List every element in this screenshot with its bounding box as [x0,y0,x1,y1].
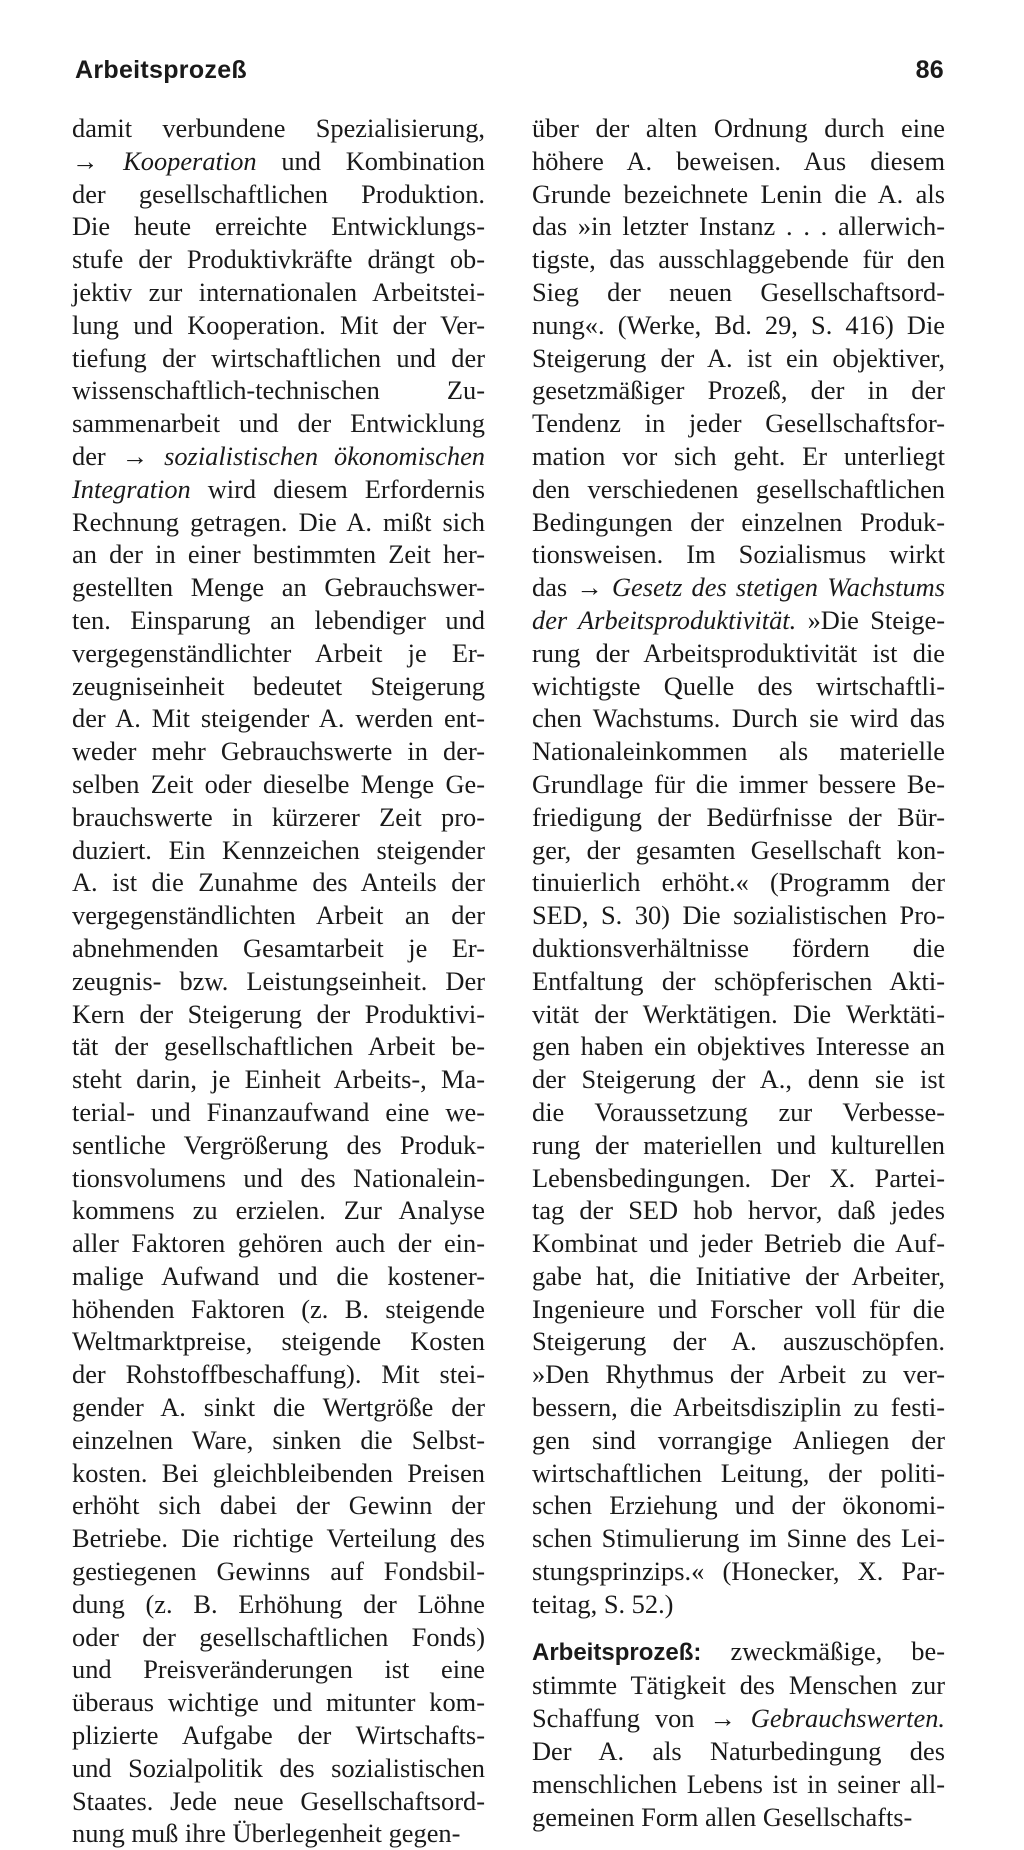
text-run: Grunde bezeichnete Lenin die A. als [532,178,945,209]
text-line [72,768,485,801]
text-run: tinuierlich erhöht.« (Programm der [532,867,945,898]
text-line [72,670,485,703]
text-line [72,1686,485,1719]
text-line [72,374,485,407]
text-line [532,1735,945,1768]
text-line [72,735,485,768]
text-run: sentliche Vergrößerung des Produk- [72,1129,485,1160]
text-run: rung der Arbeitsproduktivität ist die [532,637,945,668]
text-run: Tendenz in jeder Gesellschaftsfor- [532,408,945,439]
text-line [532,932,945,965]
text-run: aller Faktoren gehören auch der ein- [72,1228,485,1259]
text-line [72,473,485,506]
text-line [72,1260,485,1293]
text-run: Nationaleinkommen als materielle [532,736,945,767]
text-run: die Voraussetzung zur Verbesse- [532,1096,945,1127]
text-line [532,1030,945,1063]
text-run: und Sozialpolitik des sozialistischen [72,1752,485,1783]
text-line [532,1669,945,1702]
cross-reference-term: Gebrauchswerten. [750,1703,945,1734]
text-line [532,637,945,670]
text-line [72,866,485,899]
text-line [72,998,485,1031]
text-line [532,1063,945,1096]
text-line [532,866,945,899]
text-run: terial- und Finanzaufwand eine we- [72,1096,485,1127]
text-line [72,210,485,243]
text-run: Schaffung von [532,1703,710,1734]
text-line [532,965,945,998]
cross-reference-term: sozialistischen ökonomischen [164,440,485,471]
text-line [532,473,945,506]
text-line [72,178,485,211]
text-run: damit verbundene Spezialisierung, [72,113,485,143]
text-line [72,1719,485,1752]
text-line [532,1293,945,1326]
text-line [532,1391,945,1424]
text-run: das [532,572,577,603]
text-line [532,276,945,309]
text-run: ger, der gesamten Gesellschaft kon- [532,834,945,865]
text-run: überaus wichtige und mitunter kom- [72,1687,485,1718]
text-line [72,1522,485,1555]
text-run: schen Erziehung und der ökonomi- [532,1490,945,1521]
text-run: gestiegenen Gewinns auf Fondsbil- [72,1556,485,1587]
text-run: Staates. Jede neue Gesellschaftsord- [72,1785,485,1816]
cross-reference-term: Gesetz des stetigen Wachstums [611,572,945,603]
text-run: menschlichen Lebens ist in seiner all- [532,1768,945,1799]
text-run: abnehmenden Gesamtarbeit je Er- [72,932,485,963]
text-run: »Den Rhythmus der Arbeit zu ver- [532,1359,945,1390]
cross-reference-arrow: → [576,572,612,603]
text-run: zweckmäßige, be- [701,1635,945,1666]
text-line [532,407,945,440]
text-run: gestellten Menge an Gebrauchswer- [72,572,485,603]
text-line [532,243,945,276]
text-run: tiefung der wirtschaftlichen und der [72,342,485,373]
text-line [532,112,945,145]
entry-paragraph-arbeitsprozess [532,1635,945,1834]
text-line [72,965,485,998]
text-run: und Kombination [256,145,485,176]
text-line [532,1227,945,1260]
entry-paragraph [72,112,485,1850]
text-run: wissenschaftlich-technischen Zu- [72,375,485,406]
text-run: Die heute erreichte Entwicklungs- [72,211,485,242]
text-run: wichtigste Quelle des wirtschaftli- [532,670,945,701]
text-line [532,210,945,243]
text-line [72,276,485,309]
text-run: gen haben ein objektives Interesse an [532,1031,945,1062]
text-line [72,1227,485,1260]
text-line [532,998,945,1031]
text-run: friedigung der Bedürfnisse der Bür- [532,801,945,832]
text-run: vergegenständlichten Arbeit an der [72,900,485,931]
text-run: Kombinat und jeder Betrieb die Auf- [532,1228,945,1259]
text-line [532,1489,945,1522]
text-run: höhenden Faktoren (z. B. steigende [72,1293,485,1324]
text-line [72,702,485,735]
text-line [532,899,945,932]
text-line [532,440,945,473]
cross-reference-arrow: → [121,440,165,471]
text-run: wird diesem Erfordernis [190,473,485,504]
text-run: kosten. Bei gleichbleibenden Preisen [72,1457,485,1488]
text-line [72,1489,485,1522]
text-line [532,145,945,178]
text-run: der [72,440,122,471]
text-run: tionsweisen. Im Sozialismus wirkt [532,539,945,570]
text-line [72,1653,485,1686]
text-run: SED, S. 30) Die sozialistischen Pro- [532,900,945,931]
text-line [532,702,945,735]
text-line [532,604,945,637]
page-number: 86 [915,56,944,84]
text-line [72,407,485,440]
text-run: tionsvolumens und des Nationalein- [72,1162,485,1193]
cross-reference-term: Integration [72,473,191,504]
text-run: höhere A. beweisen. Aus diesem [532,145,945,176]
text-line [532,1801,945,1834]
left-text-column [72,112,485,1850]
text-run: A. ist die Zunahme des Anteils der [72,867,485,898]
text-run: steht darin, je Einheit Arbeits-, Ma- [72,1064,485,1095]
text-line [532,1702,945,1735]
text-line [72,1096,485,1129]
running-head-headword: Arbeitsprozeß [75,56,247,84]
text-run: brauchswerte in kürzerer Zeit pro- [72,801,485,832]
text-run: Rechnung getragen. Die A. mißt sich [72,506,485,537]
text-line [72,1752,485,1785]
text-run: Lebensbedingungen. Der X. Partei- [532,1162,945,1193]
text-line [72,1293,485,1326]
text-run: Steigerung der A. auszuschöpfen. [532,1326,945,1357]
text-run: an der in einer bestimmten Zeit her- [72,539,485,570]
text-line [72,637,485,670]
entry-separator [532,1621,945,1635]
text-line [72,538,485,571]
text-run: mation vor sich geht. Er unterliegt [532,440,945,471]
text-run: stufe der Produktivkräfte drängt ob- [72,244,485,275]
text-line [72,243,485,276]
text-line [532,1162,945,1195]
text-line [532,1358,945,1391]
text-run: Sieg der neuen Gesellschaftsord- [532,276,945,307]
text-line [72,1457,485,1490]
text-line [532,1588,945,1621]
text-line [72,604,485,637]
text-line [72,440,485,473]
text-run: zeugniseinheit bedeutet Steigerung [72,670,485,701]
text-run: Weltmarktpreise, steigende Kosten [72,1326,485,1357]
text-line [532,768,945,801]
text-run: Grundlage für die immer bessere Be- [532,768,945,799]
text-run: gesetzmäßiger Prozeß, der in der [532,375,945,406]
text-run: kommens zu erzielen. Zur Analyse [72,1195,485,1226]
text-line [72,932,485,965]
text-run: plizierte Aufgabe der Wirtschafts- [72,1720,485,1751]
text-line [72,1555,485,1588]
entry-headword: Arbeitsprozeß: [532,1638,702,1666]
text-line [72,1129,485,1162]
text-line [72,1325,485,1358]
text-run: nung muß ihre Überlegenheit gegen- [72,1818,461,1849]
text-run: gender A. sinkt die Wertgröße der [72,1392,485,1423]
text-line [72,834,485,867]
text-run: rung der materiellen und kulturellen [532,1129,945,1160]
text-run: gabe hat, die Initiative der Arbeiter, [532,1260,945,1291]
text-line [72,506,485,539]
text-line [72,1424,485,1457]
text-line [532,374,945,407]
text-run: duziert. Ein Kennzeichen steigender [72,834,485,865]
text-line [72,309,485,342]
text-run: Entfaltung der schöpferischen Akti- [532,965,945,996]
right-text-column [532,112,945,1833]
text-line [532,342,945,375]
text-run: erhöht sich dabei der Gewinn der [72,1490,485,1521]
text-run: das »in letzter Instanz . . . allerwich- [532,211,945,242]
text-run: »Die Steige- [796,604,945,635]
text-line [72,1588,485,1621]
text-run: selben Zeit oder dieselbe Menge Ge- [72,768,485,799]
text-run: sammenarbeit und der Entwicklung [72,408,485,439]
text-line [532,538,945,571]
text-run: weder mehr Gebrauchswerte in der- [72,736,485,767]
text-line [532,1194,945,1227]
text-line [532,1260,945,1293]
text-line [532,1457,945,1490]
text-run: der Rohstoffbeschaffung). Mit stei- [72,1359,485,1390]
text-run: duktionsverhältnisse fördern die [532,932,945,963]
text-line [532,801,945,834]
text-run: ten. Einsparung an lebendiger und [72,604,485,635]
cross-reference-arrow: → [72,145,124,176]
text-run: teitag, S. 52.) [532,1588,674,1619]
text-run: Kern der Steigerung der Produktivi- [72,998,485,1029]
text-line [532,1096,945,1129]
text-run: lung und Kooperation. Mit der Ver- [72,309,485,340]
text-run: jektiv zur internationalen Arbeitstei- [72,276,485,307]
text-line [72,145,485,178]
cross-reference-arrow: → [709,1703,751,1734]
text-run: vität der Werktätigen. Die Werktäti- [532,998,945,1029]
text-line [72,1621,485,1654]
text-line [532,1424,945,1457]
text-run: nung«. (Werke, Bd. 29, S. 416) Die [532,309,945,340]
text-run: oder der gesellschaftlichen Fonds) [72,1621,485,1652]
text-run: tät der gesellschaftlichen Arbeit be- [72,1031,485,1062]
text-line [532,1768,945,1801]
text-run: den verschiedenen gesellschaftlichen [532,473,945,504]
text-run: tigste, das ausschlaggebende für den [532,244,945,275]
text-run: der Steigerung der A., denn sie ist [532,1064,945,1095]
text-line [72,571,485,604]
text-run: Betriebe. Die richtige Verteilung des [72,1523,485,1554]
text-run: der gesellschaftlichen Produktion. [72,178,485,209]
text-line [532,1522,945,1555]
text-run: Bedingungen der einzelnen Produk- [532,506,945,537]
text-run: vergegenständlichter Arbeit je Er- [72,637,485,668]
text-run: zeugnis- bzw. Leistungseinheit. Der [72,965,485,996]
text-line [72,1063,485,1096]
text-line [72,112,485,145]
entry-paragraph-continued [532,112,945,1621]
text-run: gen sind vorrangige Anliegen der [532,1424,945,1455]
text-line [532,1129,945,1162]
text-run: und Preisveränderungen ist eine [72,1654,485,1685]
text-run: wirtschaftlichen Leitung, der politi- [532,1457,945,1488]
text-line [72,899,485,932]
text-line [532,1555,945,1588]
text-run: Ingenieure und Forscher voll für die [532,1293,945,1324]
text-run: über der alten Ordnung durch eine [532,113,945,143]
text-run: der A. Mit steigender A. werden ent- [72,703,485,734]
text-line [532,735,945,768]
text-run: dung (z. B. Erhöhung der Löhne [72,1588,485,1619]
cross-reference-term: der Arbeitsproduktivität. [532,604,797,635]
text-line [72,1391,485,1424]
text-line [72,1358,485,1391]
text-run: malige Aufwand und die kostener- [72,1260,485,1291]
text-run: bessern, die Arbeitsdisziplin zu festi- [532,1392,945,1423]
text-line [72,1030,485,1063]
text-line [72,801,485,834]
text-line [72,1162,485,1195]
cross-reference-term: Kooperation [123,145,257,176]
text-run: stungsprinzips.« (Honecker, X. Par- [532,1556,945,1587]
text-line [532,1325,945,1358]
text-line [72,1785,485,1818]
text-run: schen Stimulierung im Sinne des Lei- [532,1523,945,1554]
text-run: stimmte Tätigkeit des Menschen zur [532,1670,945,1701]
text-run: Steigerung der A. ist ein objektiver, [532,342,945,373]
text-run: tag der SED hob hervor, daß jedes [532,1195,945,1226]
text-line [532,506,945,539]
text-run: einzelnen Ware, sinken die Selbst- [72,1424,485,1455]
text-line [532,1635,945,1670]
text-line [72,1817,485,1850]
text-line [72,342,485,375]
text-run: Der A. als Naturbedingung des [532,1736,945,1767]
text-line [72,1194,485,1227]
text-line [532,571,945,604]
text-line [532,309,945,342]
text-run: gemeinen Form allen Gesellschafts- [532,1801,913,1832]
text-run: chen Wachstums. Durch sie wird das [532,703,945,734]
text-line [532,178,945,211]
text-line [532,834,945,867]
text-line [532,670,945,703]
